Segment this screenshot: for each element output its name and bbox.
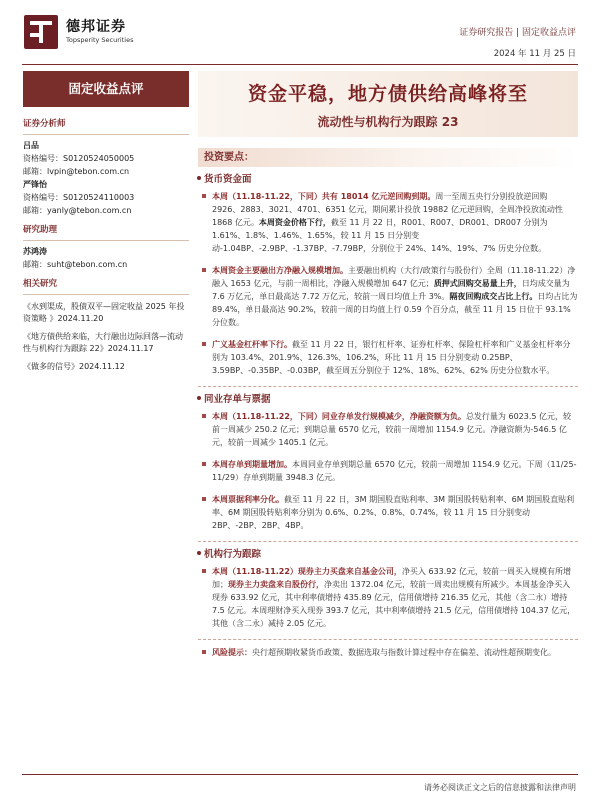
- main-content: [198, 148, 578, 668]
- analyst-email[interactable]: 邮箱：yanly@tebon.com.cn: [23, 206, 132, 215]
- title-band: [198, 71, 578, 137]
- report-title: 资金平稳，地方债供给高峰将至: [247, 83, 528, 105]
- analyst-name: 严锋怡: [23, 180, 47, 189]
- analysts-heading: 证券分析师: [23, 118, 189, 135]
- related-research-link[interactable]: 《做多的信号》2024.11.12: [23, 362, 125, 371]
- header-divider: [22, 64, 578, 65]
- logo-chinese-name: 德邦证券: [66, 19, 126, 35]
- tebon-logo-mark: [24, 15, 58, 49]
- footer-divider: [22, 774, 578, 775]
- assistant-heading: 研究助理: [23, 224, 189, 241]
- analyst-cert: 资格编号：S0120524050005: [23, 154, 135, 163]
- investment-points-label: 投资要点：: [198, 148, 578, 167]
- analyst-cert: 资格编号：S0120524110003: [23, 193, 135, 202]
- point-paragraph: 本周资金主要融出方净融入规模增加。主要融出机构（大行/政策行与股份行）全周（11.18-11.22）净融入 1653 亿元，与前一周相比，净融入规模增加 647 亿元；质押式回购交易量上升，日均成交量为 7.6 万亿元，单日最高达 7.72 万亿元，较前一周日均值上升 3%。隔夜回购成交占比上行。日均占比为 89.4%，单日最高达 90.2%，较前一周的日均值上行 0.59 个百分点，截至 11 月 15 日位于 93.1%分位数。: [198, 264, 578, 329]
- point-paragraph: 本周存单到期量增加。本周同业存单到期总量 6570 亿元，较前一周增加 1154.9 亿元。下周（11/25-11/29）存单到期量 3948.3 亿元。: [198, 458, 578, 484]
- related-research-heading: 相关研究: [23, 278, 189, 295]
- footer-disclaimer: 请务必阅读正文之后的信息披露和法律声明: [424, 783, 576, 792]
- assistant-email[interactable]: 邮箱：suht@tebon.com.cn: [23, 260, 128, 269]
- section-heading-money-market: 货币资金面: [198, 173, 578, 186]
- sidebar: [23, 118, 189, 373]
- section-heading-ncd-bills: 同业存单与票据: [198, 393, 578, 406]
- report-category-tag: 固定收益点评: [23, 71, 189, 107]
- report-type: 证券研究报告 | 固定收益点评: [459, 28, 576, 38]
- logo-english-name: Topsperity Securities: [66, 36, 134, 44]
- analyst-email[interactable]: 邮箱：lvpin@tebon.com.cn: [23, 167, 130, 176]
- point-paragraph: 本周（11.18-11.22，下同）共有 18014 亿元逆回购到期。周一至周五央行分别投放逆回购 2926、2883、3021、4701、6351 亿元，期间累计投放 19882 亿元逆回购，全周净投放流动性 1868 亿元。本周资金价格下行，截至 11 月 22 日，R001、R007、DR001、DR007 分别为 1.61%、1.8%、1.46%、1.65%，较 11 月 15 日分别变动-1.04BP、-2.9BP、-1.37BP、-7.79BP，分别位于 24%、14%、19%、7% 历史分位数。: [198, 190, 578, 255]
- section-heading-institution-behavior: 机构行为跟踪: [198, 548, 578, 561]
- report-date: 2024 年 11 月 25 日: [493, 49, 576, 59]
- risk-warning: 风险提示：央行超预期收紧货币政策、数据选取与指数计算过程中存在偏差、流动性超预期变化。: [198, 646, 578, 659]
- assistant-name: 苏鸿涛: [23, 247, 47, 256]
- related-research-link[interactable]: 《地方债供给来临，大行融出边际回落—流动性与机构行为跟踪 22》2024.11.17: [23, 332, 183, 353]
- point-paragraph: 本周（11.18-11.22，下同）同业存单发行规模减少，净融资额为负。总发行量为 6023.5 亿元，较前一周减少 250.2 亿元；到期总量 6570 亿元，较前一周增加 1154.9 亿元。净融资额为-546.5 亿元，较前一周减少 1405.1 亿元。: [198, 410, 578, 449]
- analyst-name: 吕品: [23, 141, 39, 150]
- point-paragraph: 广义基金杠杆率下行。截至 11 月 22 日，银行杠杆率、证券杠杆率、保险杠杆率和广义基金杠杆率分别为 103.4%、201.9%、126.3%、106.2%，环比 11 月 15 日分别变动 0.25BP、3.59BP、-0.35BP、-0.03BP，截至周五分别位于 12%、18%、62%、62% 历史分位数水平。: [198, 338, 578, 377]
- related-research-link[interactable]: 《水到渠成，股债双平—固定收益 2025 年投资策略 》2024.11.20: [23, 302, 185, 323]
- tebon-logo: [24, 15, 184, 53]
- report-subtitle: 流动性与机构行为跟踪 23: [317, 115, 459, 129]
- point-paragraph: 本周（11.18-11.22）现券主力买盘来自基金公司，净买入 633.92 亿元，较前一周买入规模有所增加；现券主力卖盘来自股份行，净卖出 1372.04 亿元，较前一周卖出规模有所减少。本周基金净买入现券 633.92 亿元，其中利率债增持 435.89 亿元，信用债增持 216.35 亿元，其他（含二永）增持 7.5 亿元。本周理财净买入现券 393.7 亿元，其中利率债增持 21.5 亿元，信用债增持 104.37 亿元，其他（含二永）减持 2.05 亿元。: [198, 565, 578, 630]
- point-paragraph: 本周票据利率分化。截至 11 月 22 日，3M 期国股直贴利率、3M 期国股转贴利率、6M 期国股直贴利率、6M 期国股转贴利率分别为 0.6%、0.2%、0.8%、0.74%，较 11 月 15 日分别变动 2BP、-2BP、2BP、4BP。: [198, 493, 578, 532]
